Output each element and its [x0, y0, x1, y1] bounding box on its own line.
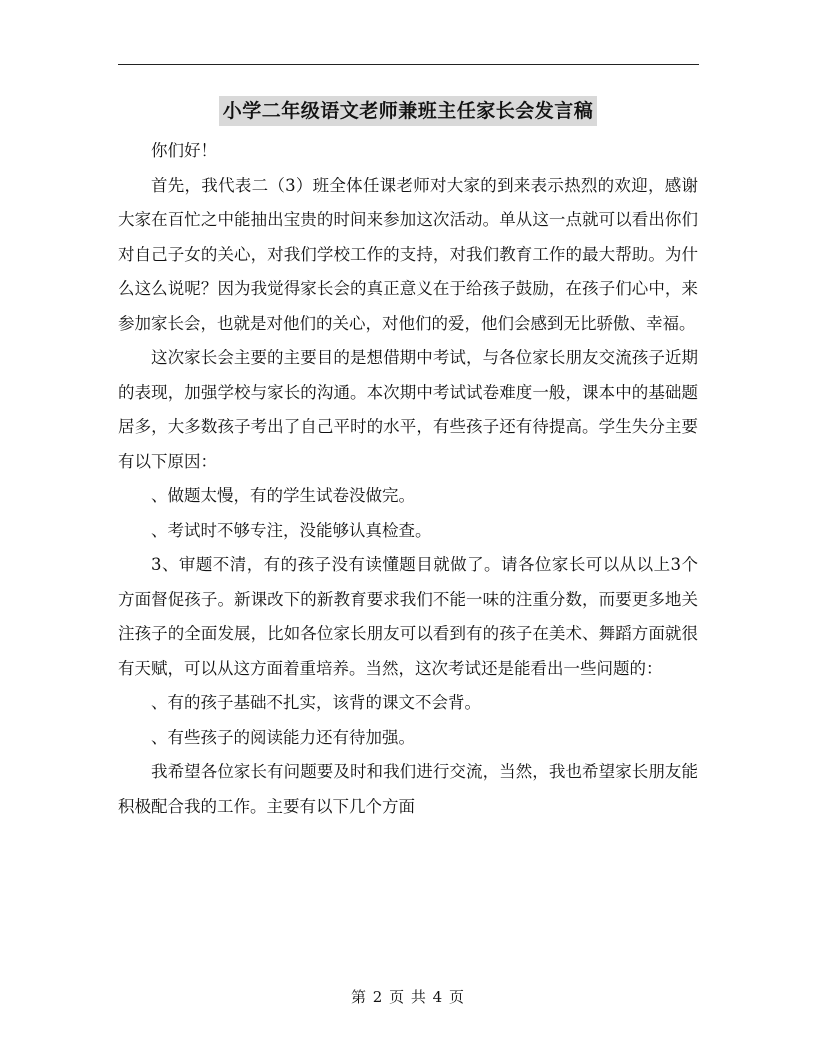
- paragraph-welcome: 首先，我代表二（3）班全体任课老师对大家的到来表示热烈的欢迎，感谢大家在百忙之中能抽出宝贵的时间来参加这次活动。单从这一点就可以看出你们对自己子女的关心，对我们学校工作的支持，对我们教育工作的最大帮助。为什么这么说呢？因为我觉得家长会的真正意义在于给孩子鼓励，在孩子们心中，来参加家长会，也就是对他们的关心，对他们的爱，他们会感到无比骄傲、幸福。: [118, 175, 698, 333]
- paragraph-problem-1: 、有的孩子基础不扎实，该背的课文不会背。: [151, 693, 481, 712]
- page-number: 第 2 页 共 4 页: [351, 988, 465, 1006]
- paragraph-reason-2: 、考试时不够专注，没能够认真检查。: [151, 520, 432, 540]
- paragraph-greeting: 你们好！: [151, 141, 217, 160]
- paragraph-reason-1: 、做题太慢，有的学生试卷没做完。: [151, 486, 415, 505]
- header-rule: [118, 64, 699, 65]
- document-body: [118, 134, 698, 824]
- paragraph-hope: 我希望各位家长有问题要及时和我们进行交流，当然，我也希望家长朋友能积极配合我的工作。主要有以下几个方面: [118, 762, 698, 816]
- document-title-container: [0, 96, 816, 126]
- paragraph-problem-2: 、有些孩子的阅读能力还有待加强。: [151, 727, 415, 747]
- paragraph-purpose: 这次家长会主要的主要目的是想借期中考试，与各位家长朋友交流孩子近期的表现，加强学校与家长的沟通。本次期中考试试卷难度一般，课本中的基础题居多，大多数孩子考出了自己平时的水平，有些孩子还有待提高。学生失分主要有以下原因：: [118, 348, 698, 471]
- paragraph-reason-3: 3、审题不清，有的孩子没有读懂题目就做了。请各位家长可以从以上3个方面督促孩子。新课改下的新教育要求我们不能一味的注重分数，而要更多地关注孩子的全面发展，比如各位家长朋友可以看到有的孩子在美术、舞蹈方面就很有天赋，可以从这方面着重培养。当然，这次考试还是能看出一些问题的：: [118, 555, 698, 678]
- document-title: 小学二年级语文老师兼班主任家长会发言稿: [219, 96, 598, 126]
